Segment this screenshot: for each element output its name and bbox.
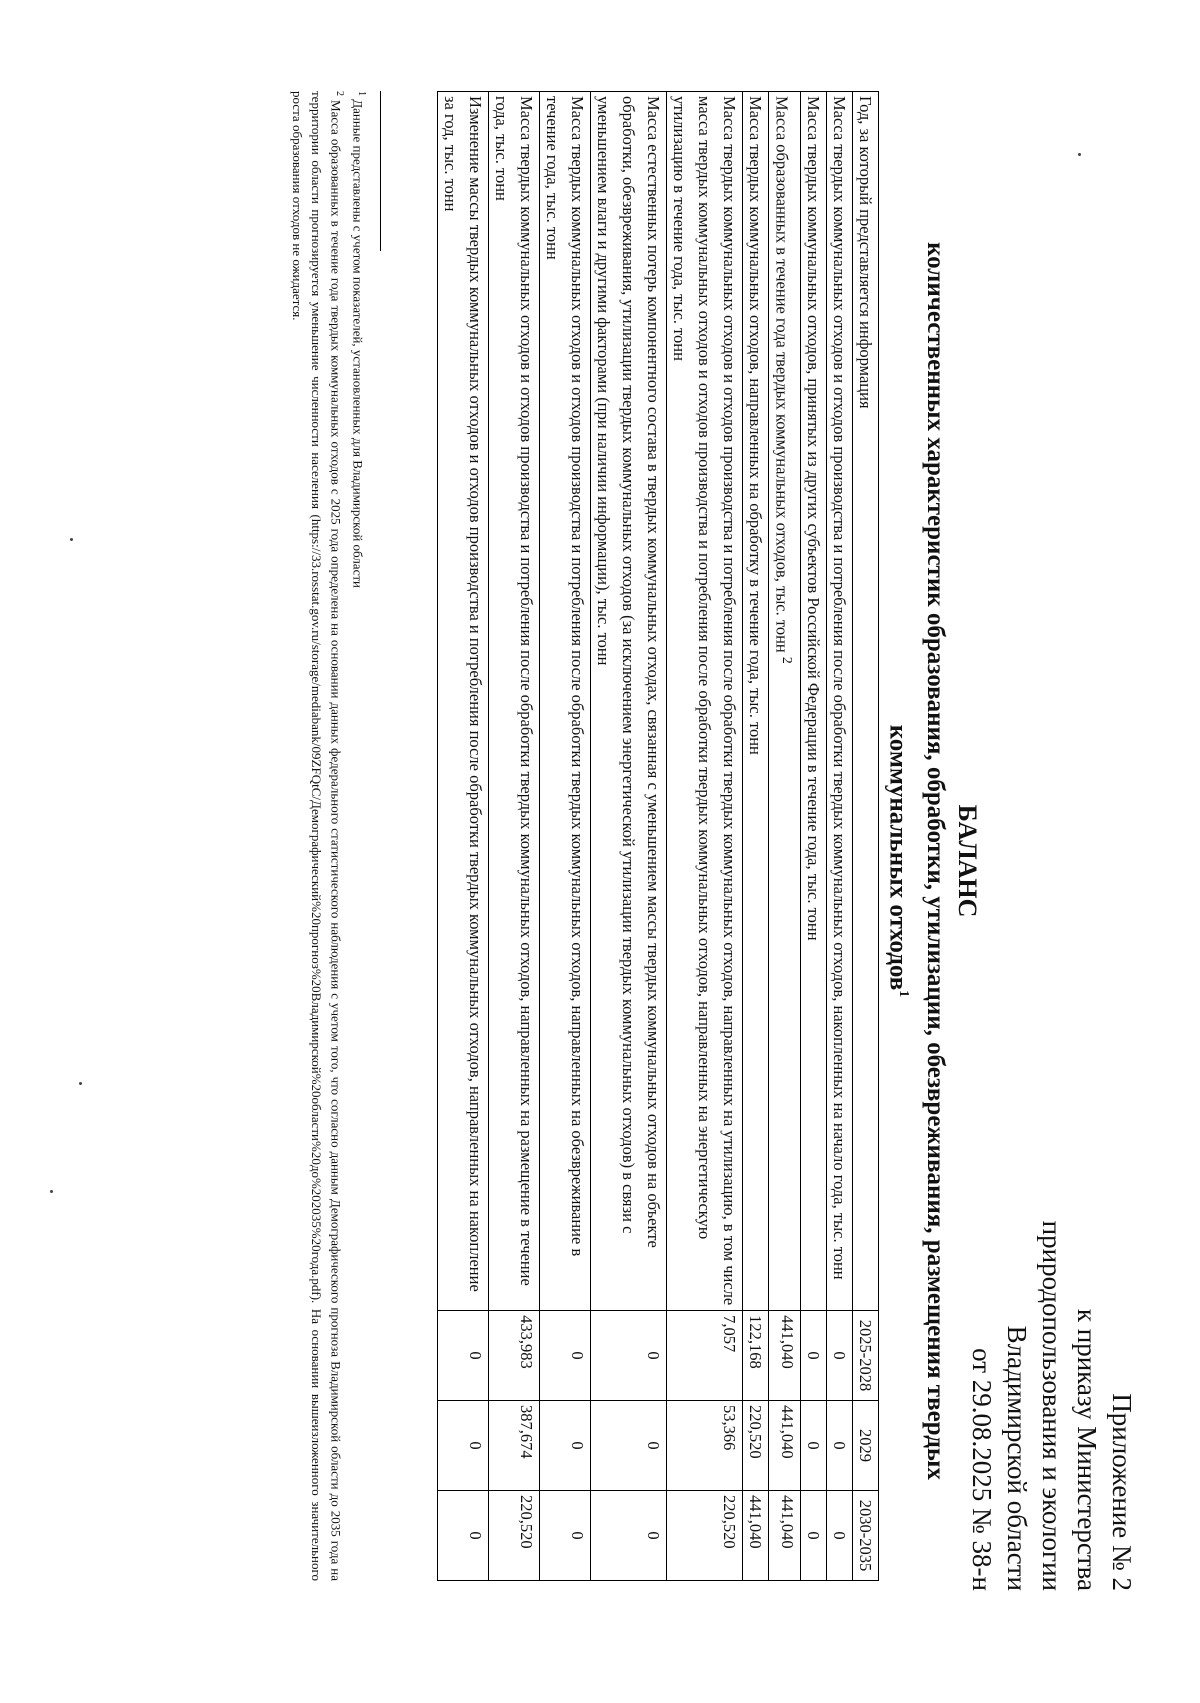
row-label: Масса твердых коммунальных отходов и отходов производства и потребления после обработки твердых коммунальных отходов, накопленных на начало года, тыс. тонн — [827, 92, 853, 1311]
row-value: 53,366 — [667, 1401, 743, 1491]
row-value: 0 — [540, 1401, 591, 1491]
row-value: 0 — [827, 1401, 853, 1491]
table-row — [489, 92, 540, 1581]
balance-table — [438, 91, 880, 1581]
row-value: 441,040 — [769, 1401, 801, 1491]
document-title — [882, 91, 983, 1631]
row-value: 441,040 — [769, 1491, 801, 1581]
footnote-ref-1[interactable]: 1 — [896, 990, 911, 998]
row-value: 0 — [438, 1311, 489, 1401]
row-value: 0 — [801, 1401, 827, 1491]
footnote-ref-2[interactable]: 2 — [780, 656, 795, 664]
approval-line-ministry: природопользования и экологии — [1037, 1220, 1067, 1591]
scan-speck — [50, 1190, 53, 1193]
row-value: 7,057 — [667, 1311, 743, 1401]
row-value: 0 — [591, 1401, 667, 1491]
row-value: 0 — [591, 1311, 667, 1401]
table-header-row — [853, 92, 879, 1581]
row-label: Изменение массы твердых коммунальных отходов и отходов производства и потребления после обработки твердых коммунальных отходов, направленных на накопление за год, тыс. тонн — [438, 92, 489, 1311]
row-value: 0 — [540, 1311, 591, 1401]
footnotes — [288, 91, 371, 1581]
table-row — [801, 92, 827, 1581]
row-label: Масса естественных потерь компонентного состава в твердых коммунальных отходах, связанная с уменьшением массы твердых коммунальных отходов на объекте обработки, обезвреживания, утилизации твердых коммунальных отходов (за исключением энергетической утилизации твердых коммунальных отходов) в связи с уменьшением влаги и другими факторами (при наличии информации), тыс. тонн — [591, 92, 667, 1311]
row-value: 0 — [801, 1491, 827, 1581]
approval-line-order: к приказу Министерства — [1072, 1308, 1102, 1591]
row-value: 0 — [591, 1491, 667, 1581]
footnote-separator — [380, 91, 381, 251]
document-sheet — [151, 91, 1151, 1631]
row-value: 0 — [438, 1491, 489, 1581]
row-value: 0 — [827, 1491, 853, 1581]
title-balance: БАЛАНС — [953, 804, 982, 918]
table-row — [438, 92, 489, 1581]
row-value: 0 — [801, 1311, 827, 1401]
table-row — [667, 92, 743, 1581]
row-label: Масса образованных в течение года твердых коммунальных отходов, тыс. тонн $^2$ — [769, 92, 801, 1311]
title-subtitle: количественных характеристик образования, обработки, утилизации, обезвреживания, размещения твердых — [922, 242, 949, 1480]
row-value: 387,674 — [489, 1401, 540, 1491]
header-label: Год, за который представляется информация — [853, 92, 879, 1311]
approval-block — [964, 1221, 1139, 1591]
table-row — [743, 92, 769, 1581]
table-row — [540, 92, 591, 1581]
scan-speck — [79, 1082, 82, 1085]
row-value: 441,040 — [769, 1311, 801, 1401]
row-label: Масса твердых коммунальных отходов, направленных на обработку в течение года, тыс. тонн — [743, 92, 769, 1311]
row-value: 0 — [827, 1311, 853, 1401]
row-label: Масса твердых коммунальных отходов и отходов производства и потребления после обработки твердых коммунальных отходов, направленных на обезвреживание в течение года, тыс. тонн — [540, 92, 591, 1311]
header-year: 2029 — [853, 1401, 879, 1491]
row-value: 0 — [438, 1401, 489, 1491]
header-year: 2025-2028 — [853, 1311, 879, 1401]
scan-speck — [70, 538, 73, 541]
row-label: Масса твердых коммунальных отходов и отходов производства и потребления после обработки твердых коммунальных отходов, направленных на утилизацию, в том числе масса твердых коммунальных отходов и отходов производства и потребления после обработки твердых коммунальных отходов, направленных на энергетическую утилизацию в течение года, тыс. тонн — [667, 92, 743, 1311]
scan-speck — [1078, 153, 1081, 156]
table-row — [769, 92, 801, 1581]
row-value: 122,168 — [743, 1311, 769, 1401]
approval-line-region: Владимирской области — [1002, 1325, 1032, 1591]
row-value: 0 — [540, 1491, 591, 1581]
header-year: 2030-2035 — [853, 1491, 879, 1581]
footnote-2: $^2$ Масса образованных в течение года твердых коммунальных отходов с 2025 года определена на основании данных федерального статистического наблюдения с учетом того, что согласно данным Демографического прогноза Владимирской области до 2035 года на территории области прогнозируется уменьшение численности населения (https://33.rosstat.gov.ru/storage/mediabank/09ZFQtC/Демографический%20прогноз%20Владимирской%20области%20до%202035%20года.pdf). На основании вышеизложенного значительного роста образования отходов не ожидается. — [290, 91, 345, 1582]
table-row — [591, 92, 667, 1581]
row-value: 220,520 — [489, 1491, 540, 1581]
footnote-1: $^1$ Данные представлены с учетом показателей, установленных для Владимирской области — [350, 91, 367, 588]
row-value: 220,520 — [667, 1491, 743, 1581]
table-row — [827, 92, 853, 1581]
approval-line-appendix: Приложение № 2 — [1107, 1393, 1137, 1591]
approval-line-date: от 29.08.2025 № 38-н — [967, 1348, 997, 1591]
row-value: 441,040 — [743, 1491, 769, 1581]
title-subtitle-end: коммунальных отходов$^1$ — [884, 724, 912, 998]
row-label: Масса твердых коммунальных отходов и отходов производства и потребления после обработки твердых коммунальных отходов, направленных на размещение в течение года, тыс. тонн — [489, 92, 540, 1311]
row-value: 433,983 — [489, 1311, 540, 1401]
row-value: 220,520 — [743, 1401, 769, 1491]
row-label: Масса твердых коммунальных отходов, принятых из других субъектов Российской Федерации в течение года, тыс. тонн — [801, 92, 827, 1311]
